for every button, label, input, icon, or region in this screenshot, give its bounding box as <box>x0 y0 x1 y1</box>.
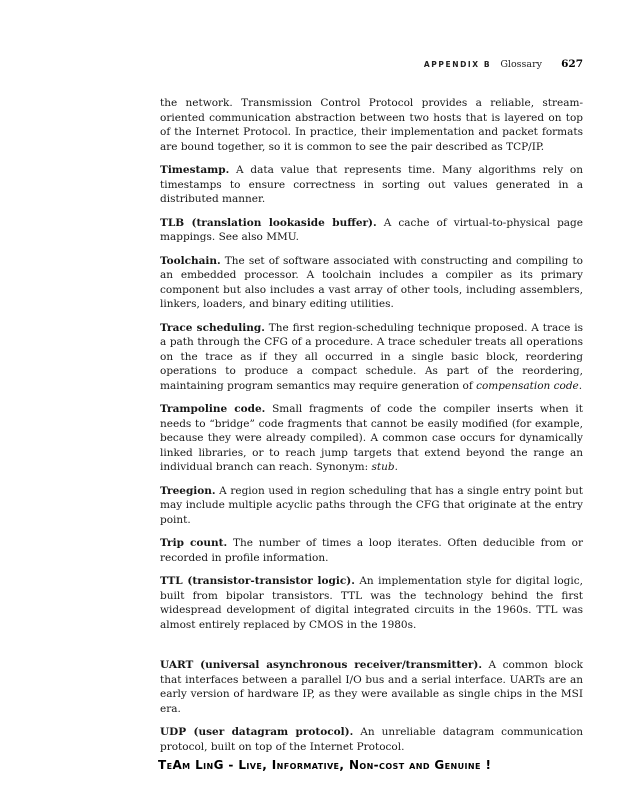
glossary-definition: The first region-scheduling technique proposed. A trace is a path through the CFG of a procedure. A trace scheduler treats all operations on the trace as if they all occurred in a single basic block, reordering operations to produce a compact schedule. As part of the reordering, maintaining program semantics may require generation of <box>160 321 583 392</box>
glossary-entry-treegion <box>160 484 583 528</box>
glossary-definition: the network. Transmission Control Protocol provides a reliable, stream-oriented communication abstraction between two hosts that is layered on top of the Internet Protocol. In practice, their implementation and packet formats are bound together, so it is common to see the pair described as TCP/IP. <box>160 97 583 153</box>
glossary-entry-trace-scheduling <box>160 321 583 394</box>
glossary-definition: A data value that represents time. Many algorithms rely on timestamps to ensure correctness in sorting out values generated in a distributed manner. <box>160 164 583 205</box>
glossary-term: UDP (user datagram protocol). <box>160 726 354 738</box>
glossary-entry-toolchain <box>160 254 583 312</box>
glossary-term: Trampoline code. <box>160 403 266 415</box>
glossary-entry-udp <box>160 725 583 754</box>
glossary-definition: The number of times a loop iterates. Often deducible from or recorded in profile information. <box>160 537 583 564</box>
appendix-label: APPENDIX B <box>423 60 492 69</box>
glossary-entry-tlb <box>160 216 583 245</box>
glossary-term: Timestamp. <box>160 164 230 176</box>
glossary-definition: The set of software associated with constructing and compiling to an embedded processor. A toolchain includes a compiler as its primary component but also includes a vast array of other tools, including assemblers, linkers, loaders, and binary editing utilities. <box>160 254 583 310</box>
glossary-term: UART (universal asynchronous receiver/transmitter). <box>160 659 483 671</box>
glossary-entry-ttl <box>160 574 583 632</box>
glossary-italic-text: compensation code <box>476 379 579 392</box>
glossary-term: Trip count. <box>160 537 228 549</box>
glossary-definition-tail: . <box>394 461 398 473</box>
glossary-definition: An unreliable datagram communication protocol, built on top of the Internet Protocol. <box>160 726 583 753</box>
section-title: Glossary <box>500 59 542 70</box>
page-number: 627 <box>561 58 583 70</box>
glossary-term: TTL (transistor-transistor logic). <box>160 575 355 587</box>
glossary-entry-trampoline-code <box>160 402 583 475</box>
glossary-entry-tcp-continuation <box>160 96 583 154</box>
glossary-italic-text: stub <box>371 461 395 473</box>
glossary-definition: A common block that interfaces between a parallel I/O bus and a serial interface. UARTs are an early version of hardware IP, as they were available as single chips in the MSI era. <box>160 659 583 715</box>
glossary-term: TLB (translation lookaside buffer). <box>160 216 377 229</box>
glossary-definition: An implementation style for digital logic, built from bipolar transistors. TTL was the technology behind the first widespread development of digital integrated circuits in the 1960s. TTL was almost entirely replaced by CMOS in the 1980s. <box>160 575 583 631</box>
glossary-entry-timestamp <box>160 163 583 207</box>
running-head <box>160 52 583 71</box>
glossary-entry-trip-count <box>160 536 583 565</box>
glossary-definition: A cache of virtual-to-physical page mappings. See also MMU. <box>160 216 583 243</box>
glossary-term: Toolchain. <box>160 254 221 267</box>
glossary-term: Treegion. <box>160 484 216 497</box>
glossary-definition: A region used in region scheduling that has a single entry point but may include multiple acyclic paths through the CFG that originate at the entry point. <box>160 484 583 526</box>
team-ling-tagline: TeAm LinG - Live, Informative, Non-cost and Genuine ! <box>158 758 492 772</box>
glossary-definition-tail: . <box>578 379 583 392</box>
glossary-definition: Small fragments of code the compiler inserts when it needs to “bridge” code fragments that cannot be easily modified (for example, because they were already compiled). A common case occurs for dynamically linked libraries, or to reach jump targets that extend beyond the range an individual branch can reach. Synonym: <box>160 403 583 473</box>
glossary-term: Trace scheduling. <box>160 321 265 334</box>
glossary-body <box>160 96 583 763</box>
glossary-entry-uart <box>160 658 583 716</box>
